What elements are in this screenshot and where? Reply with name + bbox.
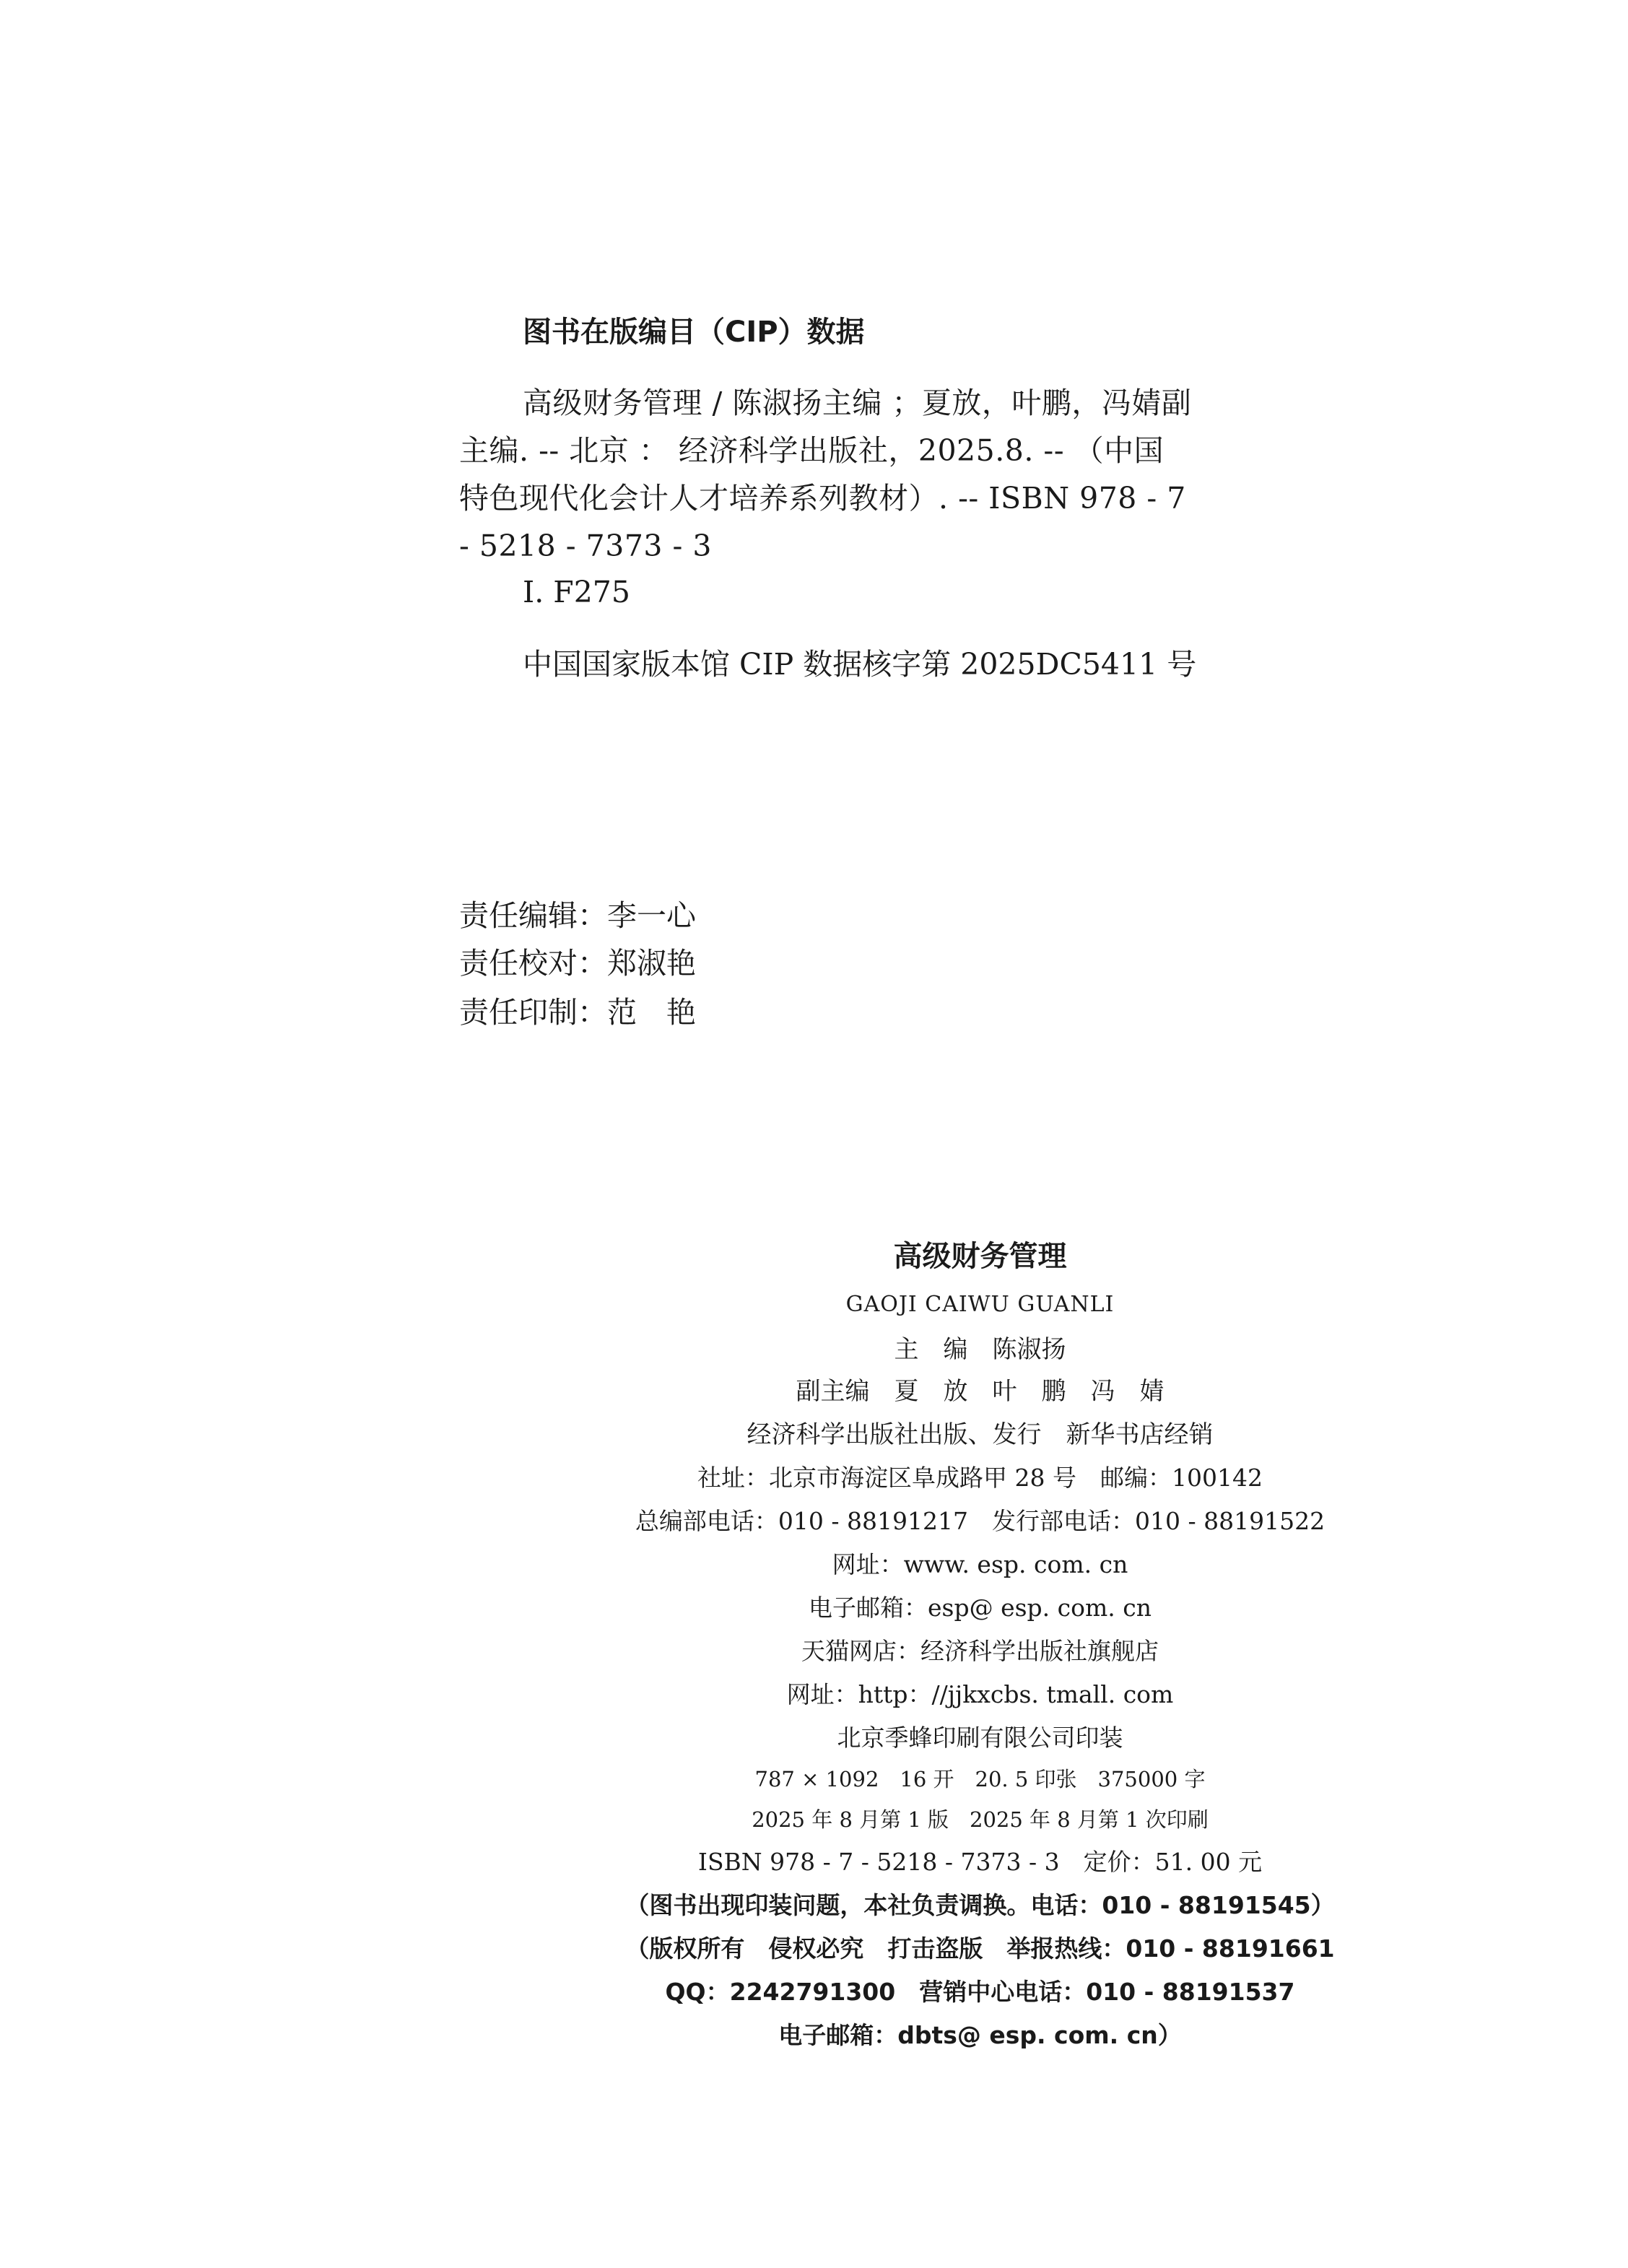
- colophon-printer: 北京季蜂印刷有限公司印装: [837, 1724, 1123, 1752]
- colophon-chief-editor: 主 编 陈淑扬: [894, 1335, 1066, 1364]
- colophon-website: 网址：www. esp. com. cn: [832, 1550, 1128, 1578]
- colophon-address: 社址：北京市海淀区阜成路甲 28 号 邮编：100142: [697, 1464, 1263, 1492]
- colophon-notice-3: QQ：2242791300 营销中心电话：010 - 88191537: [665, 1978, 1295, 2006]
- colophon-tmall-url: 网址：http：//jjkxcbs. tmall. com: [786, 1680, 1174, 1708]
- cip-line-2: 主编. -- 北京 ： 经济科学出版社，2025.8. -- （中国: [459, 433, 1165, 468]
- colophon-title: 高级财务管理: [893, 1240, 1067, 1273]
- colophon-pinyin: GAOJI CAIWU GUANLI: [845, 1292, 1115, 1317]
- colophon-tmall: 天猫网店：经济科学出版社旗舰店: [801, 1637, 1159, 1665]
- responsible-editor: 责任编辑：李一心: [459, 898, 696, 933]
- colophon-notice-4: 电子邮箱：dbts@ esp. com. cn）: [778, 2021, 1182, 2049]
- colophon-format: 787 × 1092 16 开 20. 5 印张 375000 字: [754, 1767, 1206, 1791]
- colophon-phones: 总编部电话：010 - 88191217 发行部电话：010 - 88191522: [635, 1507, 1326, 1535]
- cip-number: 中国国家版本馆 CIP 数据核字第 2025DC5411 号: [523, 647, 1197, 682]
- responsible-proofreader: 责任校对：郑淑艳: [459, 946, 696, 981]
- cip-heading: 图书在版编目（CIP）数据: [523, 316, 865, 349]
- colophon-isbn-price: ISBN 978 - 7 - 5218 - 7373 - 3 定价：51. 00 元: [697, 1848, 1263, 1876]
- colophon-email: 电子邮箱：esp@ esp. com. cn: [808, 1594, 1152, 1622]
- colophon-publisher: 经济科学出版社出版、发行 新华书店经销: [746, 1420, 1214, 1449]
- colophon-notice-2: （版权所有 侵权必究 打击盗版 举报热线：010 - 88191661: [625, 1934, 1335, 1963]
- colophon-deputy-editors: 副主编 夏 放 叶 鹏 冯 婧: [796, 1377, 1165, 1406]
- colophon-notice-1: （图书出现印装问题，本社负责调换。电话：010 - 88191545）: [625, 1891, 1335, 1919]
- responsible-printing: 责任印制：范 艳: [459, 995, 696, 1030]
- cip-classification: Ⅰ. F275: [523, 575, 630, 609]
- cip-line-3: 特色现代化会计人才培养系列教材）. -- ISBN 978 - 7: [459, 481, 1186, 516]
- cip-line-1: 高级财务管理 / 陈淑扬主编 ；夏放，叶鹏，冯婧副: [523, 386, 1192, 420]
- colophon-edition: 2025 年 8 月第 1 版 2025 年 8 月第 1 次印刷: [752, 1807, 1209, 1832]
- cip-line-4: - 5218 - 7373 - 3: [459, 529, 712, 563]
